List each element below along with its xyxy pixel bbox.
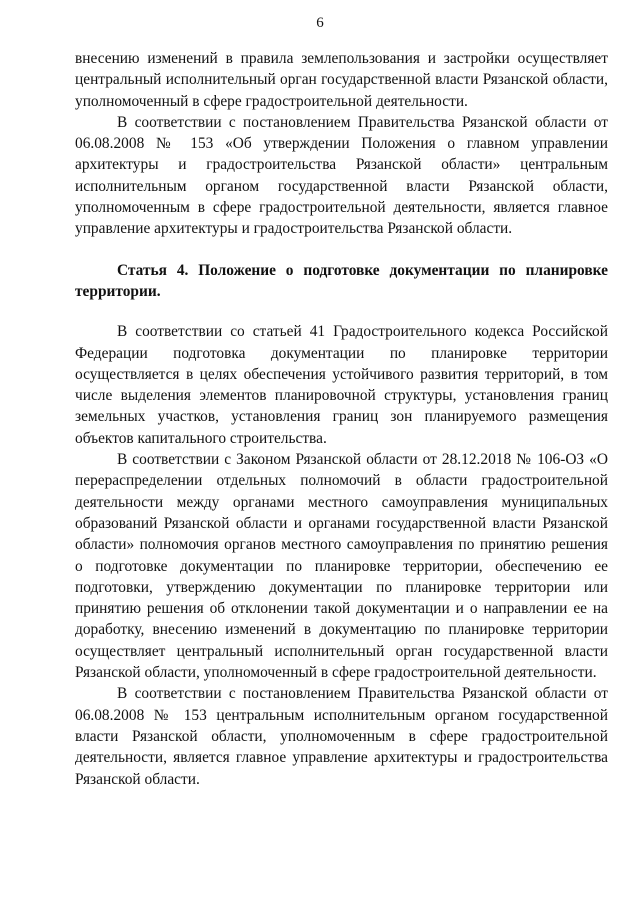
paragraph-article-41: В соответствии со статьей 41 Градостроительного кодекса Российской Федерации подготовка документации по планировке территории осуществляется в целях обеспечения устойчивого развития территорий, в том числе выделения элементов планировочной структуры, установления границ земельных участков, установления границ зон планируемого размещения объектов капитального строительства. xyxy=(75,323,608,447)
paragraph-continuation: внесению изменений в правила землепользования и застройки осуществляет центральный исполнительный орган государственной власти Рязанской области, уполномоченный в сфере градостроительной деятельности. xyxy=(75,50,608,110)
paragraph-resolution-153-repeat: В соответствии с постановлением Правительства Рязанской области от 06.08.2008 № 153 центральным исполнительным органом государственной власти Рязанской области, уполномоченным в сфере градостроительной деятельности, является главное управление архитектуры и градостроительства Рязанской области. xyxy=(75,685,608,788)
article-4-heading: Статья 4. Положение о подготовке документации по планировке территории. xyxy=(75,261,608,300)
paragraph-law-106-oz: В соответствии с Законом Рязанской области от 28.12.2018 № 106-ОЗ «О перераспределении отдельных полномочий в области градостроительной деятельности между органами местного самоуправления муниципальных образований Рязанской области и органами государственной власти Рязанской области» полномочия органов местного самоуправления по принятию решения о подготовке документации по планировке территории, обеспечению ее подготовки, утверждению документации по планировке территории или принятию решения об отклонении такой документации и о направлении ее на доработку, внесению изменений в документацию по планировке территории осуществляет центральный исполнительный орган государственной власти Рязанской области, уполномоченный в сфере градостроительной деятельности. xyxy=(75,451,608,682)
paragraph-resolution-153: В соответствии с постановлением Правительства Рязанской области от 06.08.2008 № 153 «Об утверждении Положения о главном управлении архитектуры и градостроительства Рязанской области» центральным исполнительным органом государственной власти Рязанской области, уполномоченным в сфере градостроительной деятельности, является главное управление архитектуры и градостроительства Рязанской области. xyxy=(75,113,608,238)
page-number: 6 xyxy=(316,15,324,31)
document-body xyxy=(75,48,608,790)
